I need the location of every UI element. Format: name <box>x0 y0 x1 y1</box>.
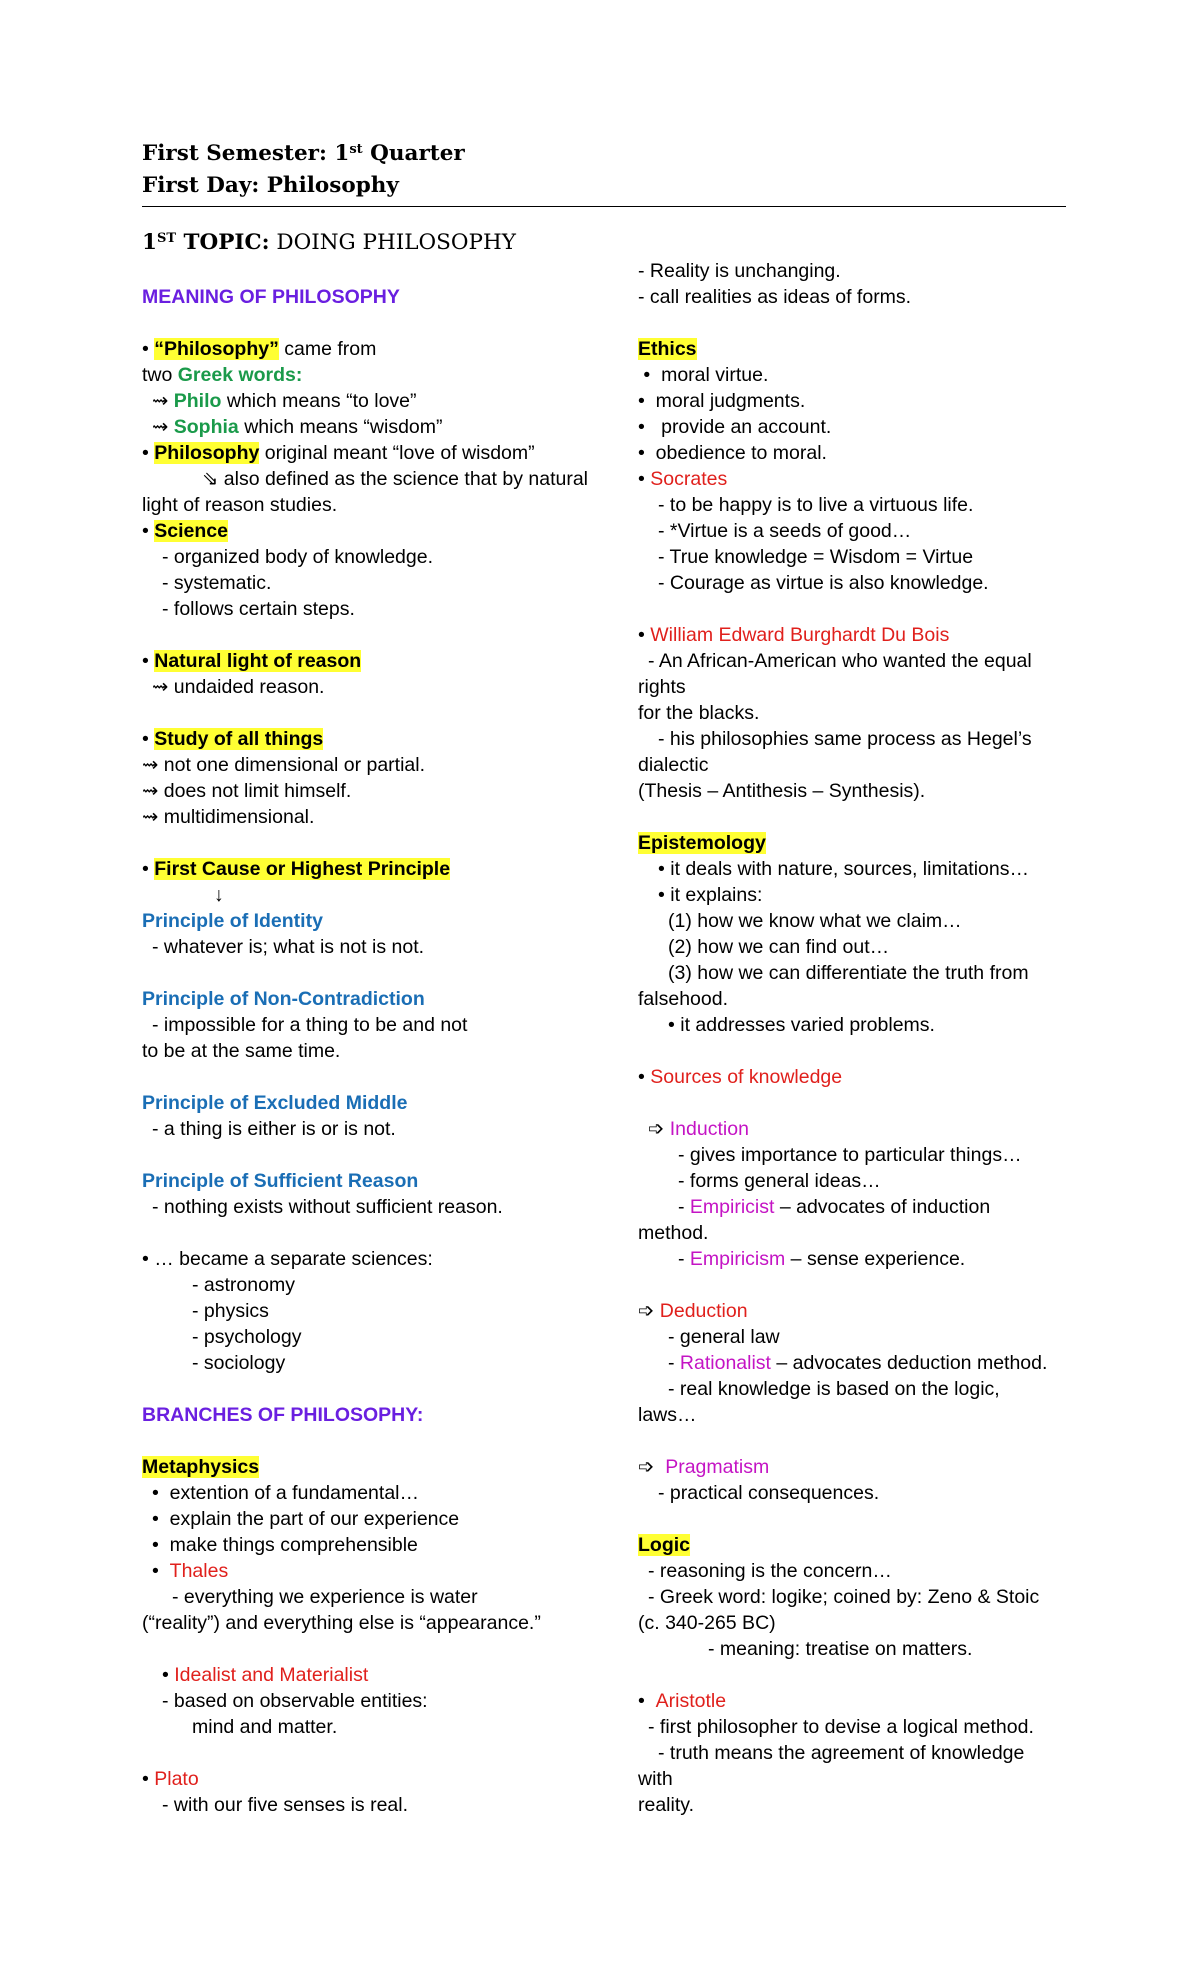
text-span: it addresses varied problems. <box>680 1014 935 1036</box>
text-line: • “Philosophy” came from <box>142 338 377 360</box>
text-span: Principle of Identity <box>142 910 323 932</box>
squiggle-arrow-icon: ⇝ <box>142 780 159 802</box>
text-span: provide an account. <box>661 416 832 438</box>
text-span: moral judgments. <box>655 390 806 412</box>
text-line: (3) how we can differentiate the truth from <box>668 962 1029 984</box>
text-span: make things comprehensible <box>169 1534 418 1556</box>
text-line: • Aristotle <box>638 1690 727 1712</box>
text-span: Principle of Excluded Middle <box>142 1092 408 1114</box>
text-span: Empiricism <box>689 1248 786 1270</box>
text-line <box>142 1142 612 1168</box>
text-line <box>142 1064 612 1090</box>
outline-arrow-icon: ➩ <box>638 1456 655 1478</box>
text-span: Thales <box>169 1560 229 1582</box>
text-span: First Semester: 1 <box>142 141 350 166</box>
outline-arrow-icon: ➩ <box>648 1118 665 1140</box>
text-line: (1) how we know what we claim… <box>668 910 962 932</box>
text-line <box>638 1506 1078 1532</box>
text-span: Epistemology <box>638 832 766 854</box>
text-span: Science <box>154 520 228 542</box>
text-line <box>142 1454 612 1480</box>
text-span: Metaphysics <box>142 1456 260 1478</box>
text-line <box>638 804 1078 830</box>
text-line: - nothing exists without sufficient reason. <box>152 1196 503 1218</box>
text-span: Natural light of reason <box>154 650 362 672</box>
text-line: - based on observable entities: <box>162 1690 428 1712</box>
text-line: (c. 340-265 BC) <box>638 1612 776 1634</box>
text-line <box>142 1402 612 1428</box>
text-line: (“reality”) and everything else is “appearance.” <box>142 1612 541 1634</box>
text-line: - An African-American who wanted the equal <box>648 650 1032 672</box>
text-span: Sources of knowledge <box>650 1066 843 1088</box>
text-line: - a thing is either is or is not. <box>152 1118 396 1140</box>
text-span: Greek words: <box>177 364 303 386</box>
text-line: • Idealist and Materialist <box>162 1664 369 1686</box>
text-span: also defined as the science that by natural <box>223 468 589 490</box>
text-span: Induction <box>669 1118 749 1140</box>
text-line <box>142 778 612 804</box>
text-line <box>638 1454 1078 1480</box>
text-line: rights <box>638 676 686 698</box>
text-line: • make things comprehensible <box>152 1534 418 1556</box>
branches-heading: BRANCHES OF PHILOSOPHY: <box>142 1404 424 1426</box>
text-line <box>142 1740 612 1766</box>
text-span: – advocates of induction <box>774 1196 991 1218</box>
text-line: • Natural light of reason <box>142 650 362 672</box>
text-span: Study of all things <box>154 728 324 750</box>
text-line: (2) how we can find out… <box>668 936 890 958</box>
text-line: • Socrates <box>638 468 728 490</box>
text-line: • explain the part of our experience <box>152 1508 460 1530</box>
text-line: • extention of a fundamental… <box>152 1482 420 1504</box>
down-arrow-icon: ↓ <box>214 884 224 906</box>
text-span: extention of a fundamental… <box>169 1482 420 1504</box>
text-line: reality. <box>638 1794 694 1816</box>
semester-line: First Semester: 1st Quarter <box>142 141 465 166</box>
text-line: • provide an account. <box>638 416 832 438</box>
squiggle-arrow-icon: ⇝ <box>152 416 169 438</box>
text-line <box>638 1038 1078 1064</box>
text-line <box>638 1116 1078 1142</box>
text-line <box>142 1636 612 1662</box>
text-line: • moral virtue. <box>638 364 769 386</box>
text-span: Ethics <box>638 338 697 360</box>
text-span: TOPIC: <box>176 230 270 255</box>
text-line <box>638 1428 1078 1454</box>
text-line: - everything we experience is water <box>172 1586 478 1608</box>
text-line: • it explains: <box>658 884 763 906</box>
left-column <box>142 258 612 1818</box>
text-line <box>142 752 612 778</box>
text-line <box>142 700 612 726</box>
text-line <box>142 466 612 492</box>
text-span: William Edward Burghardt Du Bois <box>650 624 950 646</box>
text-line <box>638 1662 1078 1688</box>
text-line: for the blacks. <box>638 702 760 724</box>
text-line <box>142 830 612 856</box>
text-line: - gives importance to particular things… <box>678 1144 1022 1166</box>
text-line <box>638 1532 1078 1558</box>
text-line: - physics <box>192 1300 269 1322</box>
text-line <box>142 1376 612 1402</box>
text-span: explain the part of our experience <box>169 1508 460 1530</box>
text-span: 1 <box>142 230 157 255</box>
text-line: - to be happy is to live a virtuous life. <box>658 494 974 516</box>
text-line: method. <box>638 1222 709 1244</box>
text-span: it deals with nature, sources, limitations… <box>670 858 1029 880</box>
text-line: to be at the same time. <box>142 1040 341 1062</box>
text-line <box>142 310 612 336</box>
text-line: - call realities as ideas of forms. <box>638 286 912 308</box>
text-line: mind and matter. <box>192 1716 338 1738</box>
text-line: • Plato <box>142 1768 199 1790</box>
text-span: Philo <box>173 390 222 412</box>
text-line <box>142 804 612 830</box>
text-span: Pragmatism <box>665 1456 770 1478</box>
text-line: - first philosopher to devise a logical method. <box>648 1716 1034 1738</box>
text-line: dialectic <box>638 754 709 776</box>
text-span: Plato <box>154 1768 199 1790</box>
text-span: DOING PHILOSOPHY <box>269 230 516 255</box>
text-span: Principle of Sufficient Reason <box>142 1170 419 1192</box>
text-line: • Thales <box>152 1560 229 1582</box>
text-line: • First Cause or Highest Principle <box>142 858 451 880</box>
text-span: First Cause or Highest Principle <box>154 858 451 880</box>
text-line: - Empiricism – sense experience. <box>678 1248 966 1270</box>
text-span: Idealist and Materialist <box>174 1664 369 1686</box>
topic-title: 1ST TOPIC: DOING PHILOSOPHY <box>142 230 516 255</box>
text-line: • Science <box>142 520 228 542</box>
text-span: Rationalist <box>679 1352 771 1374</box>
text-span: does not limit himself. <box>163 780 352 802</box>
text-line: - psychology <box>192 1326 302 1348</box>
text-line: • Philosophy original meant “love of wisdom” <box>142 442 535 464</box>
text-line: - *Virtue is a seeds of good… <box>658 520 912 542</box>
text-line <box>142 388 612 414</box>
text-line <box>142 622 612 648</box>
text-span: “Philosophy” <box>154 338 279 360</box>
text-line: - practical consequences. <box>658 1482 880 1504</box>
text-line: • … became a separate sciences: <box>142 1248 433 1270</box>
text-span: Logic <box>638 1534 690 1556</box>
text-line: - forms general ideas… <box>678 1170 881 1192</box>
text-span: Quarter <box>362 141 465 166</box>
text-line: • Sources of knowledge <box>638 1066 843 1088</box>
text-line: - Empiricist – advocates of induction <box>678 1196 991 1218</box>
text-span: Deduction <box>659 1300 748 1322</box>
text-line: with <box>638 1768 673 1790</box>
text-line: - Rationalist – advocates deduction method. <box>668 1352 1048 1374</box>
day-line: First Day: Philosophy <box>142 173 399 198</box>
text-span: original meant “love of wisdom” <box>259 442 535 464</box>
text-line: laws… <box>638 1404 697 1426</box>
text-span: multidimensional. <box>163 806 315 828</box>
text-line: - truth means the agreement of knowledge <box>658 1742 1025 1764</box>
text-line: - Courage as virtue is also knowledge. <box>658 572 989 594</box>
text-line <box>638 1090 1078 1116</box>
text-line: - organized body of knowledge. <box>162 546 434 568</box>
text-line: - meaning: treatise on matters. <box>708 1638 973 1660</box>
text-line <box>142 1168 612 1194</box>
text-line: - with our five senses is real. <box>162 1794 409 1816</box>
text-line <box>638 1272 1078 1298</box>
text-line <box>142 960 612 986</box>
squiggle-arrow-icon: ⇝ <box>142 754 159 776</box>
text-line <box>142 1428 612 1454</box>
text-line: • Study of all things <box>142 728 324 750</box>
text-line: (Thesis – Antithesis – Synthesis). <box>638 780 926 802</box>
text-line <box>142 284 612 310</box>
diagonal-arrow-icon: ⇘ <box>202 468 219 490</box>
text-span: Principle of Non-Contradiction <box>142 988 425 1010</box>
squiggle-arrow-icon: ⇝ <box>152 676 169 698</box>
text-line <box>142 986 612 1012</box>
text-line: • obedience to moral. <box>638 442 827 464</box>
text-span: Empiricist <box>689 1196 775 1218</box>
text-line <box>638 336 1078 362</box>
right-column <box>638 258 1078 1818</box>
text-line: - astronomy <box>192 1274 295 1296</box>
meaning-heading: MEANING OF PHILOSOPHY <box>142 286 400 308</box>
text-span: two <box>142 364 178 386</box>
text-line <box>142 362 612 388</box>
text-span: came from <box>278 338 377 360</box>
text-line <box>638 596 1078 622</box>
text-line: • it deals with nature, sources, limitations… <box>658 858 1029 880</box>
text-line <box>638 310 1078 336</box>
text-span: which means “wisdom” <box>238 416 443 438</box>
text-line: - real knowledge is based on the logic, <box>668 1378 1000 1400</box>
text-span: undaided reason. <box>173 676 325 698</box>
squiggle-arrow-icon: ⇝ <box>152 390 169 412</box>
text-line: - sociology <box>192 1352 286 1374</box>
text-line: - reasoning is the concern… <box>648 1560 892 1582</box>
text-line: - systematic. <box>162 572 272 594</box>
text-span: Socrates <box>650 468 728 490</box>
text-line: - impossible for a thing to be and not <box>152 1014 468 1036</box>
text-line <box>142 908 612 934</box>
text-span: – sense experience. <box>785 1248 966 1270</box>
text-line <box>142 1090 612 1116</box>
document-header <box>142 138 465 202</box>
text-line <box>142 1220 612 1246</box>
text-line: - Greek word: logike; coined by: Zeno & Stoic <box>648 1586 1040 1608</box>
text-span: – advocates deduction method. <box>770 1352 1048 1374</box>
text-span: not one dimensional or partial. <box>163 754 426 776</box>
text-line: • William Edward Burghardt Du Bois <box>638 624 950 646</box>
text-span: it explains: <box>670 884 763 906</box>
header-divider <box>142 206 1066 207</box>
text-line: - whatever is; what is not is not. <box>152 936 425 958</box>
text-line: • it addresses varied problems. <box>668 1014 935 1036</box>
text-span: … became a separate sciences: <box>154 1248 433 1270</box>
text-span: Aristotle <box>655 1690 727 1712</box>
text-line <box>142 674 612 700</box>
text-span: Sophia <box>173 416 239 438</box>
text-line: - True knowledge = Wisdom = Virtue <box>658 546 974 568</box>
text-line: falsehood. <box>638 988 728 1010</box>
text-line: - general law <box>668 1326 780 1348</box>
text-span: Philosophy <box>154 442 260 464</box>
text-line <box>638 830 1078 856</box>
outline-arrow-icon: ➩ <box>638 1300 655 1322</box>
squiggle-arrow-icon: ⇝ <box>142 806 159 828</box>
text-line: - follows certain steps. <box>162 598 355 620</box>
text-span: moral virtue. <box>661 364 769 386</box>
text-span: obedience to moral. <box>655 442 827 464</box>
text-line: light of reason studies. <box>142 494 338 516</box>
text-line: • moral judgments. <box>638 390 806 412</box>
text-line <box>142 258 612 284</box>
text-line: - his philosophies same process as Hegel’s <box>658 728 1032 750</box>
text-line: - Reality is unchanging. <box>638 260 841 282</box>
text-line <box>638 1298 1078 1324</box>
text-span: which means “to love” <box>221 390 417 412</box>
text-line <box>142 414 612 440</box>
